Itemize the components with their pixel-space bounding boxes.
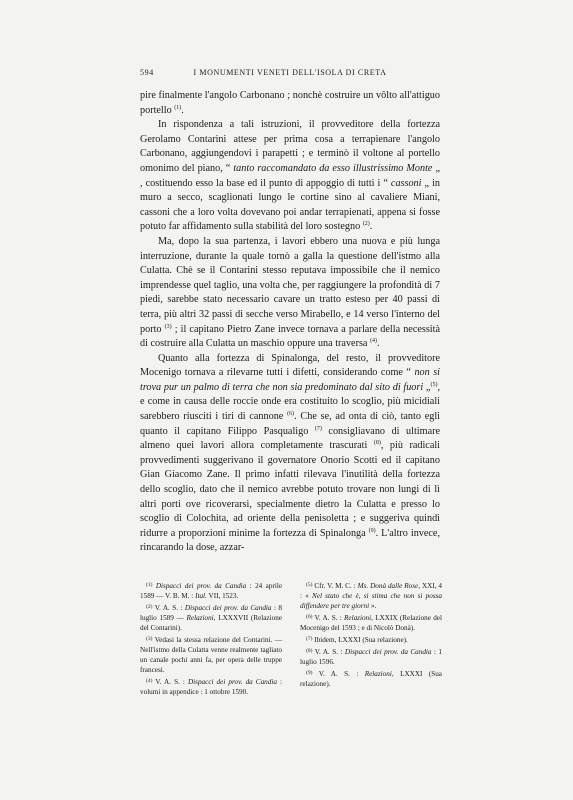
footnote [140,602,282,633]
footnote-ref: (8) [373,440,381,447]
footnote-ref: (3) [164,323,172,330]
text-run: : volumi in appendice : 1 ottobre 1590. [140,678,283,696]
italic-text: Relazioni [344,614,372,622]
text-run: Quanto alla fortezza di Spinalonga, del resto, il provveditore Mocenigo tornava a rilevarne tutti i difetti, considerando come “ [140,352,440,379]
italic-text: tanto raccomandato da esso illustrissimo Monte [233,162,433,174]
footnote-ref: (5) [430,381,438,388]
text-run: , XXI, 4 : « [300,582,443,600]
text-run: Vedasi la stessa relazione del Contarini. — Nell'istmo della Culatta venne realmente tagliato un canale pochi anni fa, per opera delle truppe francesi. [140,636,283,674]
footnote [300,646,442,667]
running-header [140,68,440,77]
footnote [140,580,282,601]
italic-text: Relazioni [364,670,392,678]
text-run: , LXXXVII (Relazione del Contarini). [140,614,282,632]
italic-text: Dispacci dei prov. da Candia [184,604,272,612]
text-run: Cfr. V. M. C. : [314,582,358,590]
footnote-number: (1) [146,582,153,588]
text-run: . [377,338,380,350]
footnote-number: (7) [306,636,313,642]
main-text [140,89,440,556]
text-run: , LXXIX (Relazione del Mocenigo del 1593 ; e di Nicolò Donà). [300,614,442,632]
footnote-number: (8) [306,648,313,654]
text-run: Ibidem, LXXXI (Sua relazione). [314,636,408,644]
text-run: . Che se, ad onta di ciò, tanto egli quanto il capitano Filippo Pasqualigo [140,411,440,437]
italic-text: Dispacci dei prov. da Candia [344,648,432,656]
italic-text: Relazioni [186,614,214,622]
text-run: , più radicali provvedimenti suggerivano il governatore Onorio Scotti ed il capitano Gian Giacomo Zane. Il primo infatti rilevava l'inutilità della fortezza dello scoglio, dato che il nemico avrebbe potuto trovare non lungi di lì altri porti ove ricoverarsi, specialmente dietro la Culatta e presso lo scoglio di Colochita, ad oriente della penisoletta ; e suggeriva quindi ridurre a proporzioni minime la fortezza di Spinalonga [140,440,441,539]
paragraph [140,352,440,556]
text-run: „ , costituendo esso la base ed il punto di appoggio di tutti i “ [140,162,441,189]
italic-text: Ms. Donà dalle Rose [357,582,419,590]
footnote [140,634,282,675]
footnote-number: (2) [146,604,153,610]
text-run: „ [423,381,431,393]
text-run: : 1 luglio 1596. [300,648,442,666]
text-run: . [369,221,373,233]
paragraph [140,118,440,235]
paragraph [140,89,440,118]
footnote [300,612,442,633]
italic-text: Ital. [195,592,207,600]
footnote-number: (4) [146,678,153,684]
text-run: . [181,104,184,116]
footnote [300,634,442,645]
text-run: Ma, dopo la sua partenza, i lavori ebbero una nuova e più lunga interruzione, durante la quale tornò a galla la questione dell'istmo alla Culatta. Chè se il Contarini stesso reputava impossibile che il nemico imprendesse quel taglio, una volta che, per raggiungere la profondità di 7 piedi, sarebbe stato necessario cavare un tratto esteso per 40 passi di terra, più altri 32 passi di secche verso Mirabello, e 14 verso l'interno del porto [140,235,440,335]
footnotes-right-column [300,580,442,698]
text-run: ». [369,602,377,610]
running-title: I MONUMENTI VENETI DELL'ISOLA DI CRETA [193,68,387,77]
footnote-ref: (9) [368,527,376,534]
italic-text: cassoni [390,177,422,189]
footnote-ref: (7) [314,425,322,432]
text-run: V. A. S. : [314,648,345,656]
text-run: ; il capitano Pietro Zane invece tornava a parlare della necessità di costruire alla Culatta un maschio oppure una traversa [140,323,440,350]
text-run: : 8 luglio 1589 — [140,604,282,622]
footnote-ref: (6) [287,411,295,418]
text-run: In rispondenza a tali istruzioni, il provveditore della fortezza Gerolamo Contarini attese per prima cosa a terrapienare l'angolo Carbonano, aggiungendovi i parapetti ; e terminò il voltone al portello omonimo del piano, “ [140,119,440,174]
text-run: . L'altro invece, rincarando la dose, azzar- [140,527,441,554]
footnote-number: (6) [306,614,313,620]
text-run: „ in muro a secco, scaglionati lungo le cortine sino al cavaliere Miani, cassoni che a loro volta dovevano poi andar terrapienati, appena si fosse potuto far affidamento sulla stabilità del loro sostegno [140,177,440,233]
text-run: V. A. S. : [154,604,185,612]
footnote-ref: (1) [174,104,182,111]
text-run: V. A. S. : [314,614,344,622]
footnote-ref: (2) [362,221,370,228]
italic-text: Dispacci dei prov. da Candia [187,678,277,686]
footnote-number: (5) [306,582,313,588]
footnotes [140,580,442,698]
text-run: consigliavano di ultimare almeno quei lavori allora completamente trascurati [140,425,440,452]
text-run: V. A. S. : [318,670,365,678]
italic-text: Nel stato che è, si stima che non si possa diffendere per tre giorni [300,592,443,610]
italic-text: non si trova pur un palmo di terra che non sia predominato dal sito di fuori [140,367,440,393]
footnotes-left-column [140,580,282,698]
footnote-number: (9) [306,670,313,676]
text-run: VII, 1523. [206,592,239,600]
paragraph [140,235,440,352]
footnote-ref: (4) [370,338,377,345]
page-number: 594 [140,68,154,77]
footnote [300,580,442,611]
text-run: V. A. S. : [155,678,188,686]
footnote [300,668,442,689]
text-run: , LXXXI (Sua relazione). [300,670,442,688]
footnote [140,676,282,697]
text-run: pire finalmente l'angolo Carbonano ; nonchè costruire un vôlto all'attiguo portello [140,90,440,116]
text-run: , e come in causa delle roccie onde era costituito lo scoglio, più micidiali sarebbero riusciti i tiri di cannone [140,381,441,423]
footnote-number: (3) [146,636,153,642]
text-run: : 24 aprile 1589 — V. B. M. : [140,582,283,600]
italic-text: Dispacci dei prov. da Candia [155,582,247,590]
